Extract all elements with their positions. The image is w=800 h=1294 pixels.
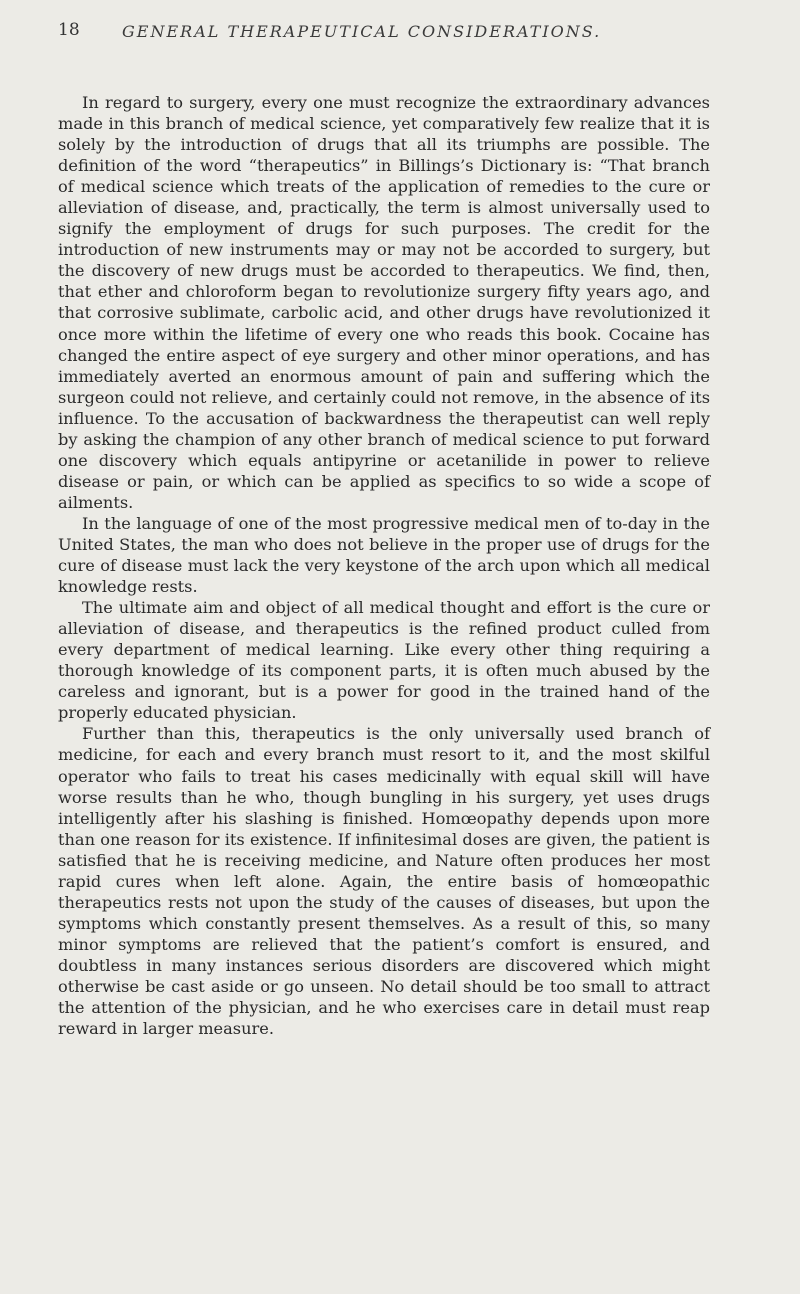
running-head: GENERAL THERAPEUTICAL CONSIDERATIONS. bbox=[122, 22, 602, 41]
paragraph-progressive-view: In the language of one of the most progressive medical men of to-day in the United States, the man who does not believe in the proper use of drugs for the cure of disease must lack the very keystone of the arch upon which all medical knowledge rests. bbox=[58, 513, 710, 597]
paragraph-surgery: In regard to surgery, every one must recognize the extraordinary advances made in this branch of medical science, yet comparatively few realize that it is solely by the introduction of drugs that all its triumphs are possible. The definition of the word “therapeutics” in Billings’s Dictionary is: “That branch of medical science which treats of the application of remedies to the cure or alleviation of disease, and, practically, the term is almost universally used to signify the employment of drugs for such purposes. The credit for the introduction of new instruments may or may not be accorded to surgery, but the discovery of new drugs must be accorded to therapeutics. We find, then, that ether and chloroform began to revolutionize surgery fifty years ago, and that corrosive sublimate, carbolic acid, and other drugs have revolutionized it once more within the lifetime of every one who reads this book. Cocaine has changed the entire aspect of eye surgery and other minor operations, and has immediately averted an enormous amount of pain and suffering which the surgeon could not relieve, and certainly could not remove, in the absence of its influence. To the accusation of backwardness the therapeutist can well reply by asking the champion of any other branch of medical science to put forward one discovery which equals antipyrine or acetanilide in power to relieve disease or pain, or which can be applied as specifics to so wide a scope of ailments. bbox=[58, 93, 710, 512]
paragraph-universal-branch: Further than this, therapeutics is the only universally used branch of medicine, for each and every branch must resort to it, and the most skilful operator who fails to treat his cases medicinally with equal skill will have worse results than he who, though bungling in his surgery, yet uses drugs intelligently after his slashing is finished. Homœopathy depends upon more than one reason for its existence. If infinitesimal doses are given, the patient is satisfied that he is receiving medicine, and Nature often produces her most rapid cures when left alone. Again, the entire basis of homœopathic therapeutics rests not upon the study of the causes of diseases, but upon the symptoms which constantly present themselves. As a result of this, so many minor symptoms are relieved that the patient’s comfort is ensured, and doubtless in many instances serious disorders are discovered which might otherwise be cast aside or go unseen. No detail should be too small to attract the attention of the physician, and he who exercises care in detail must reap reward in larger measure. bbox=[58, 724, 710, 1039]
page-header bbox=[58, 0, 710, 46]
page-number: 18 bbox=[58, 20, 80, 40]
paragraph-ultimate-aim: The ultimate aim and object of all medical thought and effort is the cure or alleviation of disease, and therapeutics is the refined product culled from every department of medical learning. Like every other thing requiring a thorough knowledge of its component parts, it is often much abused by the careless and ignorant, but is a power for good in the trained hand of the properly educated physician. bbox=[58, 598, 710, 723]
body-text bbox=[58, 92, 710, 1039]
